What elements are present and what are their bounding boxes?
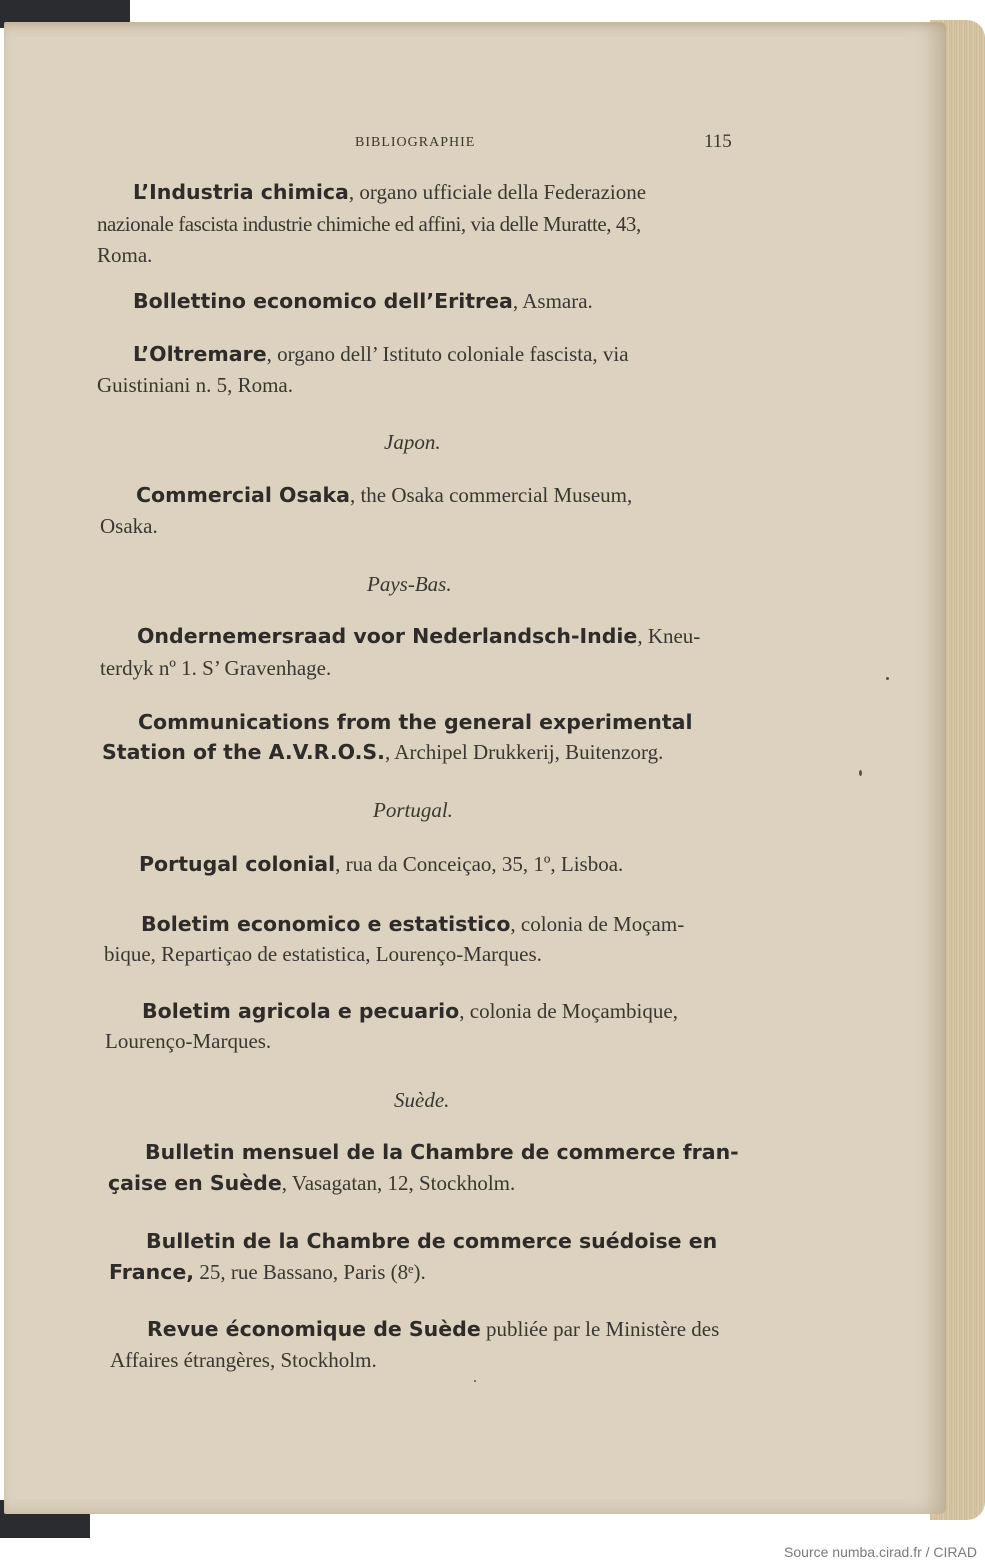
section-heading: Suède. <box>394 1088 450 1112</box>
entry-text: , Vasagatan, 12, Stockholm. <box>281 1171 516 1195</box>
entry-title: Boletim economico e estatistico <box>141 912 511 936</box>
entry-line: Osaka. <box>100 514 158 538</box>
entry-text: , colonia de Moçam- <box>510 912 685 936</box>
entry-text: , organo dell’ Istituto coloniale fascista, via <box>266 342 629 366</box>
entry-title: çaise en Suède <box>108 1171 282 1195</box>
entry-line <box>147 1317 719 1342</box>
entry-text: , organo ufficiale della Federazione <box>348 180 647 204</box>
entry-title: France, <box>109 1260 195 1284</box>
entry-line <box>133 289 593 314</box>
source-credit: Source numba.cirad.fr / CIRAD <box>784 1544 977 1560</box>
entry-line: Bulletin mensuel de la Chambre de commerce fran- <box>145 1140 739 1164</box>
entry-line <box>142 999 678 1024</box>
entry-line <box>102 740 663 765</box>
entry-title: Portugal colonial <box>139 852 336 876</box>
entry-line: Affaires étrangères, Stockholm. <box>110 1348 377 1372</box>
page-number: 115 <box>704 131 732 152</box>
entry-title: Commercial Osaka <box>136 483 350 507</box>
entry-text: , the Osaka commercial Museum, <box>349 483 633 507</box>
entry-line <box>136 483 632 508</box>
entry-line <box>139 852 623 877</box>
entry-text: , Asmara. <box>512 289 593 313</box>
entry-title: Station of the A.V.R.O.S. <box>102 740 385 764</box>
entry-title: Revue économique de Suède <box>147 1317 481 1341</box>
entry-title: L’Oltremare <box>133 342 267 366</box>
entry-line: terdyk nº 1. S’ Gravenhage. <box>100 656 332 680</box>
entry-line <box>109 1260 426 1285</box>
entry-title: Bollettino economico dell’Eritrea <box>133 289 513 313</box>
entry-line: bique, Repartiçao de estatistica, Lourenço-Marques. <box>104 942 542 966</box>
entry-line <box>137 624 700 649</box>
paper-speck <box>859 770 862 776</box>
entry-title: Ondernemersraad voor Nederlandsch-Indie <box>137 624 638 648</box>
entry-text: publiée par le Ministère des <box>480 1317 720 1341</box>
paper-speck <box>886 677 889 680</box>
entry-text: , Archipel Drukkerij, Buitenzorg. <box>384 740 664 764</box>
section-heading: Pays-Bas. <box>367 572 452 596</box>
entry-line: Communications from the general experimental <box>138 710 693 734</box>
entry-line: Lourenço-Marques. <box>105 1029 272 1053</box>
entry-text: , rua da Conceiçao, 35, 1º, Lisboa. <box>335 852 624 876</box>
entry-title: Boletim agricola e pecuario <box>142 999 460 1023</box>
entry-line: Guistiniani n. 5, Roma. <box>97 373 293 397</box>
section-heading: Portugal. <box>373 798 453 822</box>
entry-line <box>141 912 684 937</box>
entry-text: , colonia de Moçambique, <box>459 999 678 1023</box>
entry-line <box>133 180 646 205</box>
entry-title: L’Industria chimica <box>133 180 349 204</box>
entry-text: , Kneu- <box>637 624 701 648</box>
entry-line: Roma. <box>97 243 153 267</box>
paper-speck <box>474 1380 476 1382</box>
entry-line <box>133 342 629 367</box>
entry-text: 25, rue Bassano, Paris (8ᵉ). <box>194 1260 426 1284</box>
entry-line: Bulletin de la Chambre de commerce suédoise en <box>146 1229 718 1253</box>
running-header: BIBLIOGRAPHIE <box>355 135 476 150</box>
section-heading: Japon. <box>384 430 441 454</box>
book-page <box>4 22 946 1514</box>
entry-line: nazionale fascista industrie chimiche ed affini, via delle Muratte, 43, <box>97 212 641 236</box>
entry-line <box>108 1171 515 1196</box>
